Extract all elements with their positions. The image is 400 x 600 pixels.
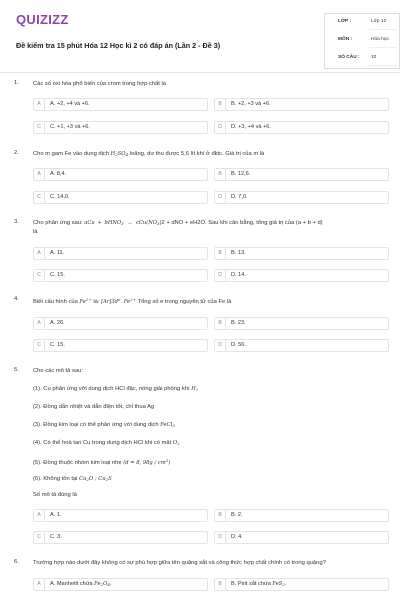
option-text: A. 1. (50, 512, 62, 518)
option-c[interactable] (33, 269, 208, 282)
statement-4: (4). Có thể hoà tan Cu trong dung dịch HCl khi có mặt $O_2$ (33, 440, 180, 446)
option-a[interactable] (33, 98, 208, 111)
statement-2: (2). Đồng dẫn nhiệt và dẫn điện tốt, chỉ thua Ag (33, 404, 155, 410)
option-letter: D (215, 340, 226, 351)
info-value: 10 (371, 55, 377, 60)
option-text: C. 3. (50, 534, 62, 540)
option-letter: B (215, 318, 226, 329)
question-text: Trường hợp nào dưới đây không có sự phù hợp giữa tên quặng sắt và công thức hợp chất chính có trong quặng? (33, 560, 326, 566)
info-box (324, 13, 400, 69)
option-text: A. 8,4. (50, 171, 67, 177)
option-text: D. 7,0. (231, 194, 248, 200)
question-text: Cho phản ứng sau: aCu + bHNO$_3$ → $cCu(NO_3)2$ + dNO + eH2O. Sau khi cân bằng, tổng giá trị của (a + b + d) (33, 220, 323, 226)
option-b[interactable] (214, 509, 389, 522)
option-letter: B (215, 510, 226, 521)
option-text: D. 56. (231, 342, 246, 348)
info-value: Hóa học (371, 37, 389, 42)
option-b[interactable] (214, 317, 389, 330)
option-c[interactable] (33, 339, 208, 352)
option-text: A. 26. (50, 320, 65, 326)
option-letter: D (215, 270, 226, 281)
info-row-subject (325, 32, 400, 48)
option-text: B. 2. (231, 512, 243, 518)
option-a[interactable] (33, 578, 208, 591)
option-c[interactable] (33, 191, 208, 204)
option-d[interactable] (214, 269, 389, 282)
question-text: Biết cấu hình của $Fe^{2+}$ là: $[Ar]3d^6$. $Fe^{2+}$ Tổng số e trong nguyên tử của Fe là (33, 297, 232, 305)
option-b[interactable] (214, 247, 389, 260)
option-text: D. +3, +4 và +6. (231, 124, 271, 130)
option-letter: B (215, 579, 226, 590)
option-text: D. 4. (231, 534, 243, 540)
option-b[interactable] (214, 98, 389, 111)
option-letter: C (34, 270, 45, 281)
statement-5: (5). Đồng thuộc nhóm kim loại nhẹ (d = 8, $98g / cm^3$) (33, 458, 171, 466)
option-b[interactable] (214, 578, 389, 591)
option-a[interactable] (33, 247, 208, 260)
question-number: 2. (14, 150, 19, 156)
info-row-count (325, 50, 400, 66)
header-divider (0, 72, 400, 73)
option-text: C. 15. (50, 272, 65, 278)
info-label: SỐ CÂU : (338, 55, 360, 60)
worksheet-header (12, 10, 388, 70)
quizizz-logo: QUIZIZZ (16, 12, 69, 27)
statement-3: (3). Đồng kim loại có thể phản ứng với dung dịch FeCl$_3$ (33, 422, 175, 428)
option-a[interactable] (33, 317, 208, 330)
option-d[interactable] (214, 531, 389, 544)
option-text: B. 12,6. (231, 171, 251, 177)
option-letter: A (34, 510, 45, 521)
option-letter: D (215, 532, 226, 543)
question-closing: Số mô tả đúng là (33, 492, 77, 498)
option-a[interactable] (33, 509, 208, 522)
option-text: A. 11. (50, 250, 65, 256)
option-letter: C (34, 532, 45, 543)
option-d[interactable] (214, 191, 389, 204)
question-number: 3. (14, 219, 19, 225)
option-text: A. Manhetit chứa $Fe_2O_4$. (50, 581, 112, 587)
page-title: Đề kiểm tra 15 phút Hóa 12 Học kì 2 có đáp án (Lần 2 - Đề 3) (16, 41, 221, 50)
statement-1: (1). Cu phản ứng với dung dịch HCl đặc, nóng giải phóng khí $H_2$ (33, 386, 199, 392)
option-a[interactable] (33, 168, 208, 181)
option-letter: D (215, 192, 226, 203)
option-text: C. 14,0. (50, 194, 70, 200)
statement-6: (6). Không tồn tại $Cu_2O$ ; $Cu_2S$ (33, 476, 112, 482)
question-number: 1. (14, 80, 19, 86)
option-text: B. Pirit sắt chứa FeS$_2$. (231, 581, 287, 587)
option-d[interactable] (214, 121, 389, 134)
question-intro: Cho các mô tả sau: (33, 368, 83, 374)
question-number: 5. (14, 367, 19, 373)
info-label: LỚP : (338, 19, 352, 24)
option-text: A. +2, +4 và +6. (50, 101, 90, 107)
info-value: Lớp 12 (371, 19, 387, 24)
option-letter: B (215, 248, 226, 259)
option-letter: A (34, 248, 45, 259)
question-number: 4. (14, 296, 19, 302)
info-label: MÔN : (338, 37, 353, 42)
option-text: B. 13. (231, 250, 246, 256)
option-letter: D (215, 122, 226, 133)
option-b[interactable] (214, 168, 389, 181)
question-text-line2: là (33, 229, 38, 235)
option-letter: A (34, 318, 45, 329)
option-text: C. +1, +3 và +6. (50, 124, 90, 130)
option-letter: C (34, 122, 45, 133)
info-row-class (325, 14, 400, 30)
option-text: D. 14. (231, 272, 246, 278)
option-letter: C (34, 192, 45, 203)
option-letter: A (34, 579, 45, 590)
question-number: 6. (14, 559, 19, 565)
option-text: C. 15. (50, 342, 65, 348)
question-text: Cho m gam Fe vào dung dịch $H_2SO_4$ loãng, dư thu được 5,6 lít khí ở đktc. Giá trị của m là (33, 151, 265, 157)
option-text: B. +2, +3 và +6. (231, 101, 271, 107)
option-d[interactable] (214, 339, 389, 352)
option-letter: C (34, 340, 45, 351)
option-letter: B (215, 169, 226, 180)
option-text: B. 23. (231, 320, 246, 326)
option-letter: A (34, 99, 45, 110)
option-letter: A (34, 169, 45, 180)
option-c[interactable] (33, 121, 208, 134)
question-text: Các số oxi hóa phổ biến của crom trong hợp chất là (33, 81, 167, 87)
option-letter: B (215, 99, 226, 110)
option-c[interactable] (33, 531, 208, 544)
